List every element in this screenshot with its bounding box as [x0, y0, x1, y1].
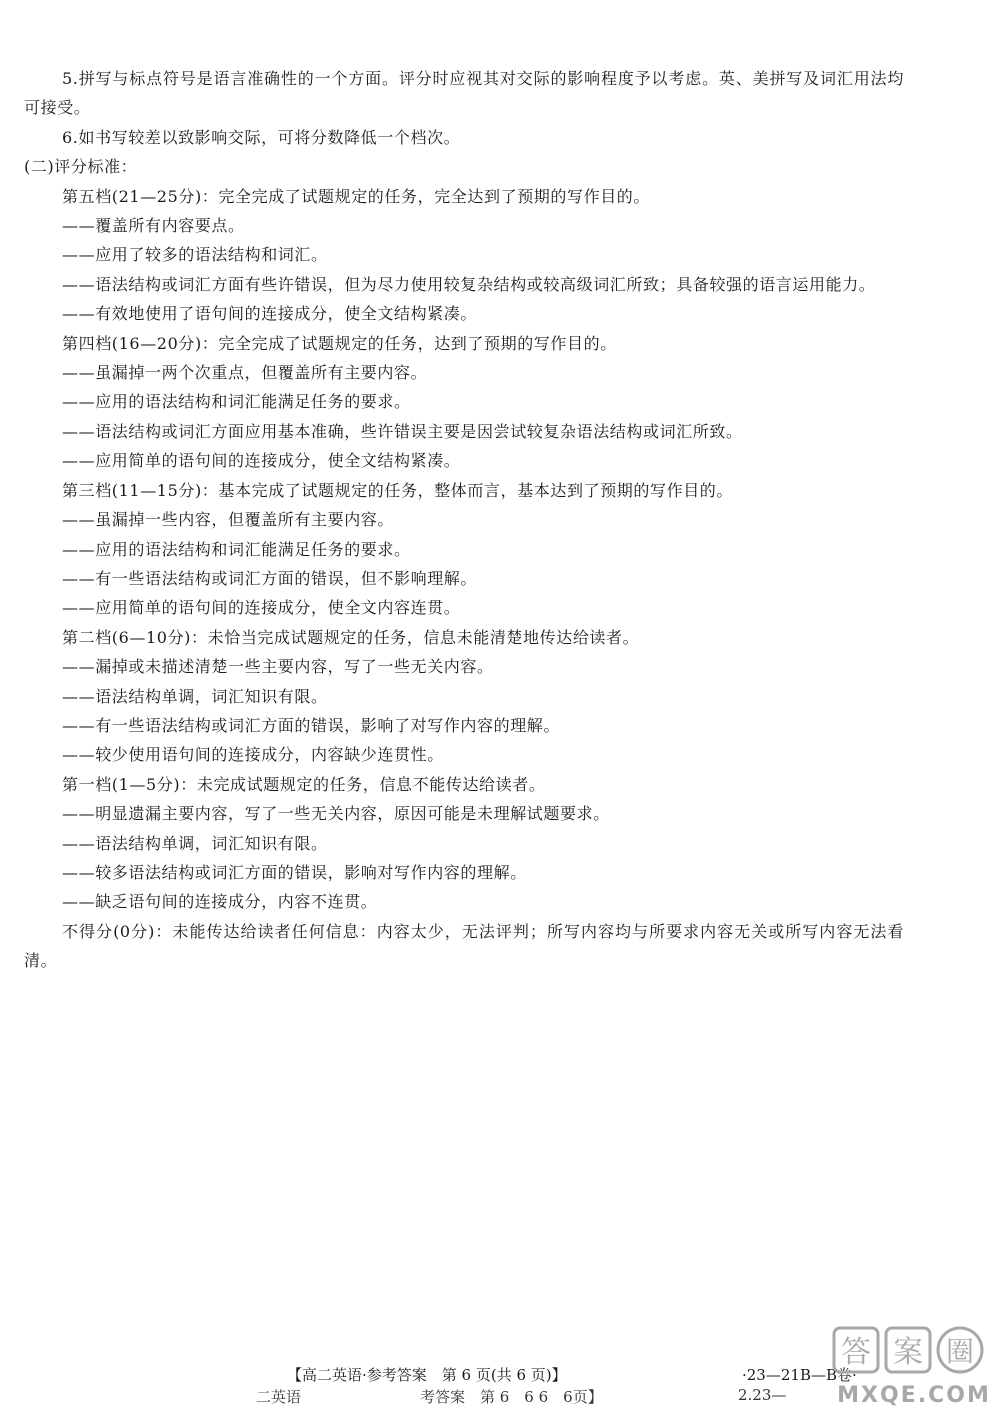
footer-page-info: 【高二英语·参考答案 第 6 页(共 6 页)】 — [287, 1366, 567, 1384]
paragraph: ——应用简单的语句间的连接成分，使全文结构紧凑。 — [62, 451, 461, 471]
paragraph: ——应用简单的语句间的连接成分，使全文内容连贯。 — [62, 598, 461, 618]
footer-ghost-right: 2.23— — [738, 1386, 787, 1404]
paragraph: 第五档(21—25分)：完全完成了试题规定的任务，完全达到了预期的写作目的。 — [62, 186, 651, 206]
footer-paper-code: ·23—21B—B卷· — [742, 1366, 857, 1384]
paragraph: ——有一些语法结构或词汇方面的错误，但不影响理解。 — [62, 568, 478, 588]
paragraph: ——较少使用语句间的连接成分，内容缺少连贯性。 — [62, 745, 444, 765]
paragraph: ——语法结构或词汇方面有些许错误，但为尽力使用较复杂结构或较高级词汇所致；具备较强的语言运用能力。 — [62, 274, 876, 294]
paragraph: ——较多语法结构或词汇方面的错误，影响对写作内容的理解。 — [62, 862, 527, 882]
paragraph: ——语法结构单调，词汇知识有限。 — [62, 686, 328, 706]
paragraph: ——覆盖所有内容要点。 — [62, 216, 245, 236]
watermark-char-3: 圈 — [945, 1335, 975, 1368]
paragraph: 第三档(11—15分)：基本完成了试题规定的任务，整体而言，基本达到了预期的写作目的。 — [62, 480, 734, 500]
paragraph: 5.拼写与标点符号是语言准确性的一个方面。评分时应视其对交际的影响程度予以考虑。英、美拼写及词汇用法均可接受。 — [24, 69, 904, 118]
paragraph: ——虽漏掉一些内容，但覆盖所有主要内容。 — [62, 510, 395, 530]
footer-ghost-mid: 考答案 第 6 6 6 6页】 — [420, 1388, 603, 1406]
watermark-logo — [826, 1322, 996, 1408]
paragraph: 不得分(0分)：未能传达给读者任何信息：内容太少，无法评判；所写内容均与所要求内容无关或所写内容无法看清。 — [24, 921, 904, 971]
paragraph: ——漏掉或未描述清楚一些主要内容，写了一些无关内容。 — [62, 657, 494, 677]
paragraph: ——应用的语法结构和词汇能满足任务的要求。 — [62, 539, 411, 559]
paragraph: (二)评分标准： — [24, 157, 138, 177]
paragraph: 第二档(6—10分)：未恰当完成试题规定的任务，信息未能清楚地传达给读者。 — [62, 627, 640, 647]
watermark-url: MXQE.COM — [837, 1383, 991, 1408]
paragraph: 第一档(1—5分)：未完成试题规定的任务，信息不能传达给读者。 — [62, 774, 546, 794]
footer-ghost-left: 二英语 — [256, 1388, 302, 1406]
paragraph: ——虽漏掉一两个次重点，但覆盖所有主要内容。 — [62, 363, 428, 383]
paragraph: 第四档(16—20分)：完全完成了试题规定的任务，达到了预期的写作目的。 — [62, 333, 617, 353]
paragraph: ——有效地使用了语句间的连接成分，使全文结构紧凑。 — [62, 304, 478, 324]
watermark-char-1: 答 — [841, 1335, 871, 1370]
paragraph: ——有一些语法结构或词汇方面的错误，影响了对写作内容的理解。 — [62, 715, 561, 735]
watermark-char-2: 案 — [893, 1335, 923, 1370]
paragraph: ——语法结构或词汇方面应用基本准确，些许错误主要是因尝试较复杂语法结构或词汇所致。 — [62, 421, 743, 441]
paragraph: ——明显遗漏主要内容，写了一些无关内容，原因可能是未理解试题要求。 — [62, 804, 610, 824]
footer-bleed-through — [8, 1386, 888, 1406]
paragraph: ——应用的语法结构和词汇能满足任务的要求。 — [62, 392, 411, 412]
document-body — [24, 64, 904, 976]
paragraph: ——缺乏语句间的连接成分，内容不连贯。 — [62, 892, 378, 912]
paragraph: ——应用了较多的语法结构和词汇。 — [62, 245, 328, 265]
paragraph: ——语法结构单调，词汇知识有限。 — [62, 833, 328, 853]
paragraph: 6.如书写较差以致影响交际，可将分数降低一个档次。 — [62, 127, 461, 147]
